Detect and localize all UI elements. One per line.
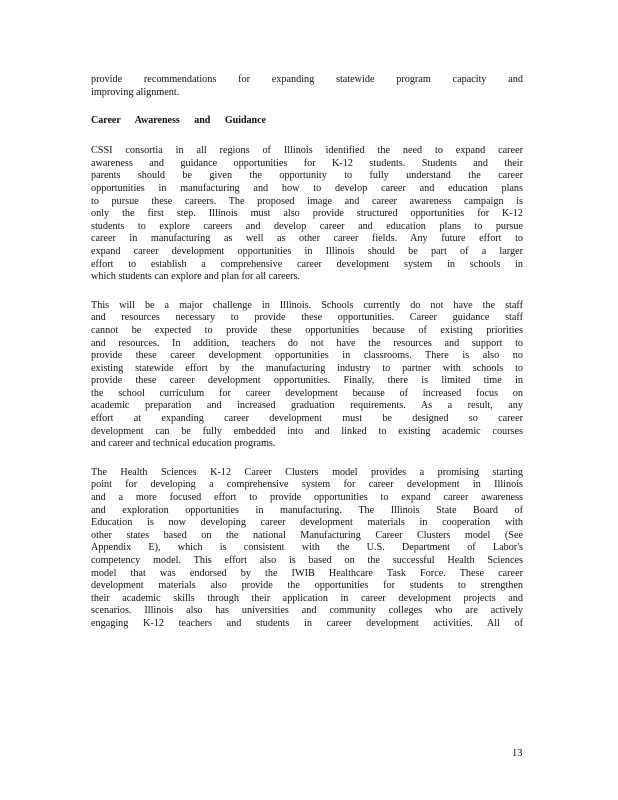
page-number: 13	[512, 748, 523, 759]
text-line: to pursue these careers. The proposed image and career awareness campaign is	[91, 195, 523, 207]
intro-paragraph	[91, 74, 523, 99]
text-line: opportunities in manufacturing and how to develop career and education plans	[91, 182, 523, 194]
text-line: parents should be given the opportunity to fully understand the career	[91, 170, 523, 182]
text-line: This will be a major challenge in Illinois. Schools currently do not have the staff	[91, 299, 523, 311]
text-line: which students can explore and plan for all careers.	[91, 271, 301, 283]
text-line: expand career development opportunities in Illinois should be part of a larger	[91, 245, 523, 257]
text-line: Appendix E), which is consistent with the U.S. Department of Labor's	[91, 542, 523, 554]
text-line: provide these career development opportunities in classrooms. There is also no	[91, 350, 523, 362]
text-line: The Health Sciences K-12 Career Clusters model provides a promising starting	[91, 466, 523, 478]
text-line: model that was endorsed by the IWIB Healthcare Task Force. These career	[91, 567, 523, 579]
text-line: competency model. This effort also is based on the successful Health Sciences	[91, 555, 523, 566]
text-line: their academic skills through their application in career development projects and	[91, 592, 523, 604]
text-line: point for developing a comprehensive system for career development in Illinois	[91, 479, 523, 491]
text-line: the school curriculum for career development because of increased focus on	[91, 387, 523, 399]
section-heading: Career Awareness and Guidance	[91, 115, 266, 127]
paragraph-2	[91, 300, 523, 451]
text-line: provide these career development opportunities. Finally, there is limited time in	[91, 375, 523, 387]
text-line: students to explore careers and develop career and education plans to pursue	[91, 220, 523, 232]
text-line: academic preparation and increased graduation requirements. As a result, any	[91, 400, 523, 412]
text-line: and a more focused effort to provide opportunities to expand career awareness	[91, 492, 523, 504]
text-line: other states based on the national Manufacturing Career Clusters model (See	[91, 529, 523, 541]
text-line: career in manufacturing as well as other career fields. Any future effort to	[91, 233, 523, 245]
text-line: CSSI consortia in all regions of Illinois identified the need to expand career	[91, 145, 523, 157]
text-line: scenarios. Illinois also has universities and community colleges who are actively	[91, 605, 523, 617]
text-line: only the first step. Illinois must also provide structured opportunities for K-12	[91, 208, 523, 220]
paragraph-3	[91, 467, 523, 631]
text-line: provide recommendations for expanding statewide program capacity and	[91, 74, 523, 85]
text-line: and resources. In addition, teachers do not have the resources and support to	[91, 337, 523, 349]
text-line: effort at expanding career development must be designed so career	[91, 413, 523, 425]
text-line: awareness and guidance opportunities for K-12 students. Students and their	[91, 157, 523, 169]
text-line: improving alignment.	[91, 86, 180, 98]
text-line: and exploration opportunities in manufacturing. The Illinois State Board of	[91, 504, 523, 516]
text-line: and career and technical education programs.	[91, 438, 276, 450]
text-line: Education is now developing career development materials in cooperation with	[91, 517, 523, 529]
text-line: cannot be expected to provide these opportunities because of existing priorities	[91, 324, 523, 336]
text-line: and resources necessary to provide these opportunities. Career guidance staff	[91, 312, 523, 324]
document-page	[91, 74, 523, 631]
text-line: engaging K-12 teachers and students in career development activities. All of	[91, 617, 523, 629]
text-line: existing statewide effort by the manufacturing industry to partner with schools to	[91, 362, 523, 374]
text-line: development can be fully embedded into and linked to existing academic courses	[91, 425, 523, 437]
text-line: effort to establish a comprehensive career development system in schools in	[91, 258, 523, 270]
text-line: development materials also provide the opportunities for students to strengthen	[91, 580, 523, 592]
paragraph-1	[91, 145, 523, 284]
